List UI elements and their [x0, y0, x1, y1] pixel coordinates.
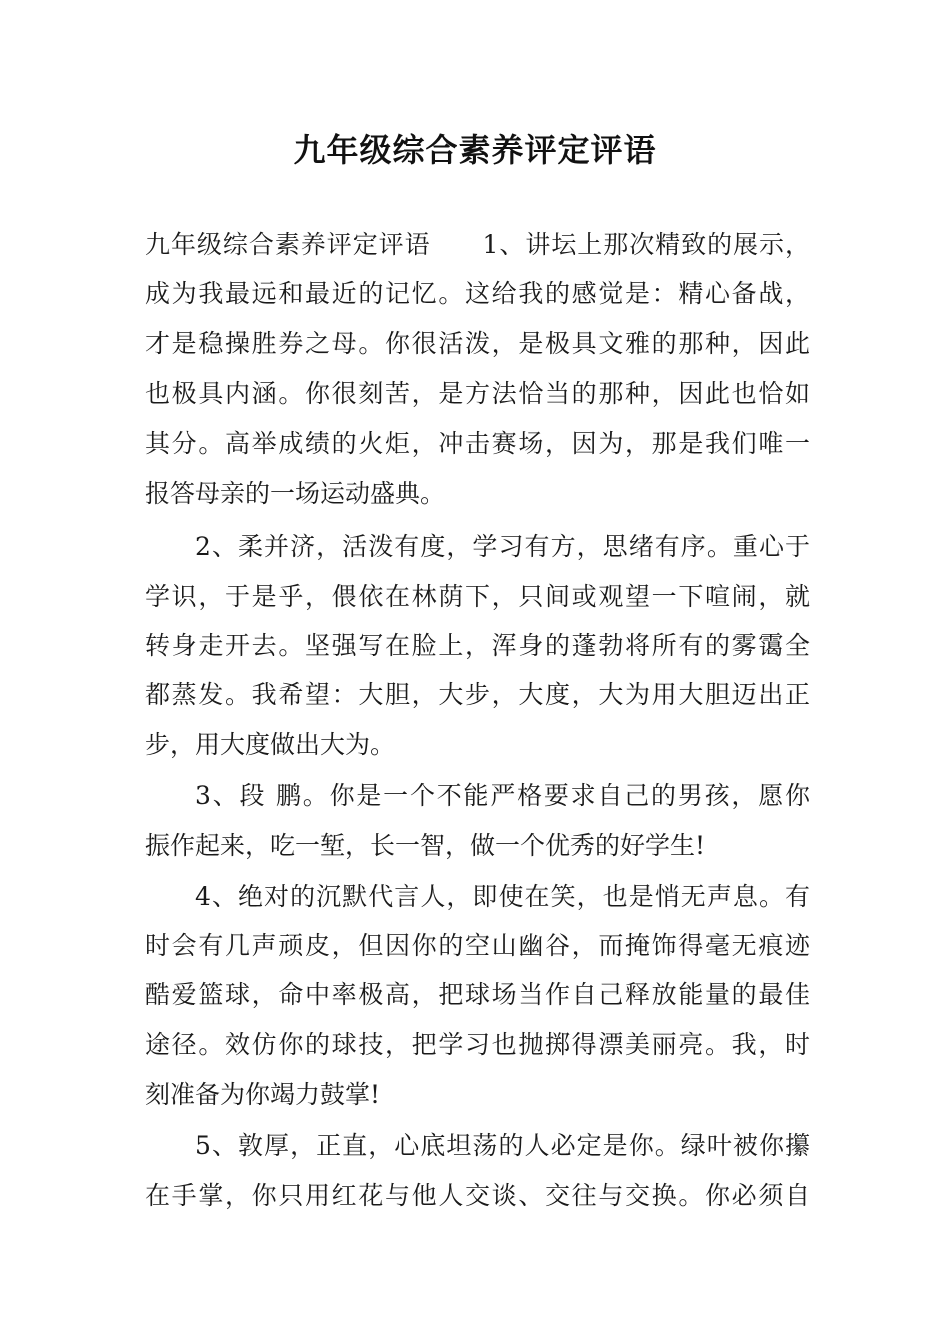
- paragraph-line: 酷爱篮球，命中率极高，把球场当作自己释放能量的最佳: [145, 980, 810, 1009]
- paragraph-line: 报答母亲的一场运动盛典。: [145, 479, 446, 508]
- paragraph-line: 途径。效仿你的球技，把学习也抛掷得漂美丽亮。我，时: [145, 1030, 810, 1059]
- paragraph-line: 也极具内涵。你很刻苦，是方法恰当的那种，因此也恰如: [145, 379, 810, 408]
- paragraph-line: 成为我最远和最近的记忆。这给我的感觉是：精心备战，: [145, 279, 810, 308]
- paragraph-line: 都蒸发。我希望：大胆，大步，大度，大为用大胆迈出正: [145, 680, 810, 709]
- paragraph-line: 才是稳操胜券之母。你很活泼，是极具文雅的那种，因此: [145, 329, 810, 358]
- paragraph-line: 3、段 鹏。你是一个不能严格要求自己的男孩，愿你: [195, 781, 810, 810]
- paragraph-line: 学识，于是乎，偎依在林荫下，只间或观望一下喧闹，就: [145, 582, 810, 611]
- paragraph-line: 5、敦厚，正直，心底坦荡的人必定是你。绿叶被你攥: [195, 1131, 810, 1160]
- paragraph-line: 4、绝对的沉默代言人，即使在笑，也是悄无声息。有: [195, 882, 810, 911]
- paragraph-line: 转身走开去。坚强写在脸上，浑身的蓬勃将所有的雾霭全: [145, 631, 810, 660]
- paragraph-line: 九年级综合素养评定评语 1、讲坛上那次精致的展示，: [145, 230, 810, 259]
- paragraph-line: 时会有几声顽皮，但因你的空山幽谷，而掩饰得毫无痕迹: [145, 931, 810, 960]
- paragraph-line: 刻准备为你竭力鼓掌!: [145, 1080, 381, 1109]
- paragraph-line: 2、柔并济，活泼有度，学习有方，思绪有序。重心于: [195, 532, 810, 561]
- document-title: 九年级综合素养评定评语: [293, 131, 657, 169]
- paragraph-line: 振作起来，吃一堑，长一智，做一个优秀的好学生!: [145, 831, 706, 860]
- paragraph-line: 其分。高举成绩的火炬，冲击赛场，因为，那是我们唯一: [145, 429, 810, 458]
- paragraph-line: 步，用大度做出大为。: [145, 730, 396, 759]
- paragraph-line: 在手掌，你只用红花与他人交谈、交往与交换。你必须自: [145, 1181, 810, 1210]
